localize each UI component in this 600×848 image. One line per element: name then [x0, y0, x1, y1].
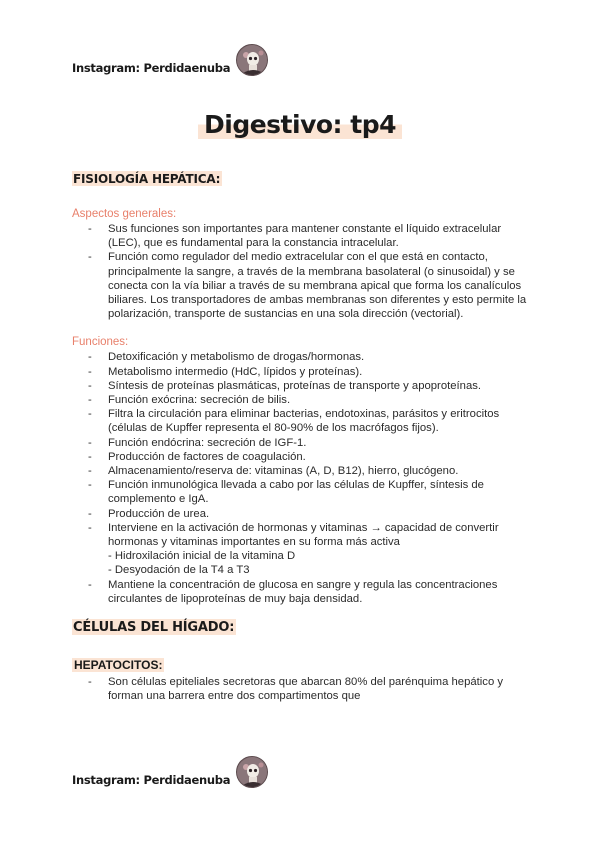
footer-instagram: [72, 756, 268, 788]
list-item: - Detoxificación y metabolismo de drogas/hormonas.: [72, 350, 532, 364]
list-item: - Función exócrina: secreción de bilis.: [72, 393, 532, 407]
avatar-icon: [236, 756, 268, 788]
funciones-list: [72, 350, 532, 606]
page-title-wrap: [0, 110, 600, 139]
document-body: [72, 170, 532, 703]
list-item: - Producción de urea.: [72, 507, 532, 521]
aspectos-list: [72, 222, 532, 321]
list-item: - Función como regulador del medio extracelular con el que está en contacto, principalmente la sangre, a través de la membrana basolateral (o sinusoidal) y se conecta con la vía biliar a través de su membrana apical que forma los canalículos biliares. Los transportadores de ambas membranas son diferentes y esto permite la polarización, transporte de sustancias en una sola dirección (vectorial).: [72, 250, 532, 321]
activacion-text: Interviene en la activación de hormonas y vitaminas → capacidad de convertir hormonas y vitaminas importantes en su forma más activa: [108, 521, 499, 549]
list-item: - Mantiene la concentración de glucosa en sangre y regula las concentraciones circulantes de lipoproteínas de muy baja densidad.: [72, 578, 532, 606]
list-item-activacion: [72, 521, 532, 578]
section-heading-fisiologia: FISIOLOGÍA HEPÁTICA:: [73, 172, 221, 186]
list-item: - Producción de factores de coagulación.: [72, 450, 532, 464]
activacion-sub-2: - Desyodación de la T4 a T3: [108, 564, 250, 577]
activacion-sub-1: - Hidroxilación inicial de la vitamina D: [108, 550, 296, 563]
list-item: - Sus funciones son importantes para mantener constante el líquido extracelular (LEC), que es fundamental para la constancia intracelular.: [72, 222, 532, 250]
list-item: - Son células epiteliales secretoras que abarcan 80% del parénquima hepático y forman una barrera entre dos compartimentos que: [72, 675, 532, 703]
list-item: - Síntesis de proteínas plasmáticas, proteínas de transporte y apoproteínas.: [72, 379, 532, 393]
list-item: - Función endócrina: secreción de IGF-1.: [72, 436, 532, 450]
list-item: - Función inmunológica llevada a cabo por las células de Kupffer, síntesis de complemento e IgA.: [72, 478, 532, 506]
instagram-handle: Instagram: Perdidaenuba: [72, 61, 231, 75]
section-heading-celulas: CÉLULAS DEL HÍGADO:: [73, 620, 235, 636]
subheading-hepatocitos: HEPATOCITOS:: [74, 658, 163, 673]
subheading-aspectos: Aspectos generales:: [72, 208, 177, 220]
hepatocitos-list: [72, 675, 532, 703]
list-item: - Metabolismo intermedio (HdC, lípidos y proteínas).: [72, 365, 532, 379]
avatar-icon: [236, 44, 268, 76]
header-instagram: [72, 44, 268, 76]
list-item: - Almacenamiento/reserva de: vitaminas (A, D, B12), hierro, glucógeno.: [72, 464, 532, 478]
list-item: - Filtra la circulación para eliminar bacterias, endotoxinas, parásitos y eritrocitos (células de Kupffer representa el 80-90% de los macrófagos fijos).: [72, 407, 532, 435]
page-title: Digestivo: tp4: [198, 110, 402, 139]
instagram-handle: Instagram: Perdidaenuba: [72, 773, 231, 787]
subheading-funciones: Funciones:: [72, 336, 129, 349]
